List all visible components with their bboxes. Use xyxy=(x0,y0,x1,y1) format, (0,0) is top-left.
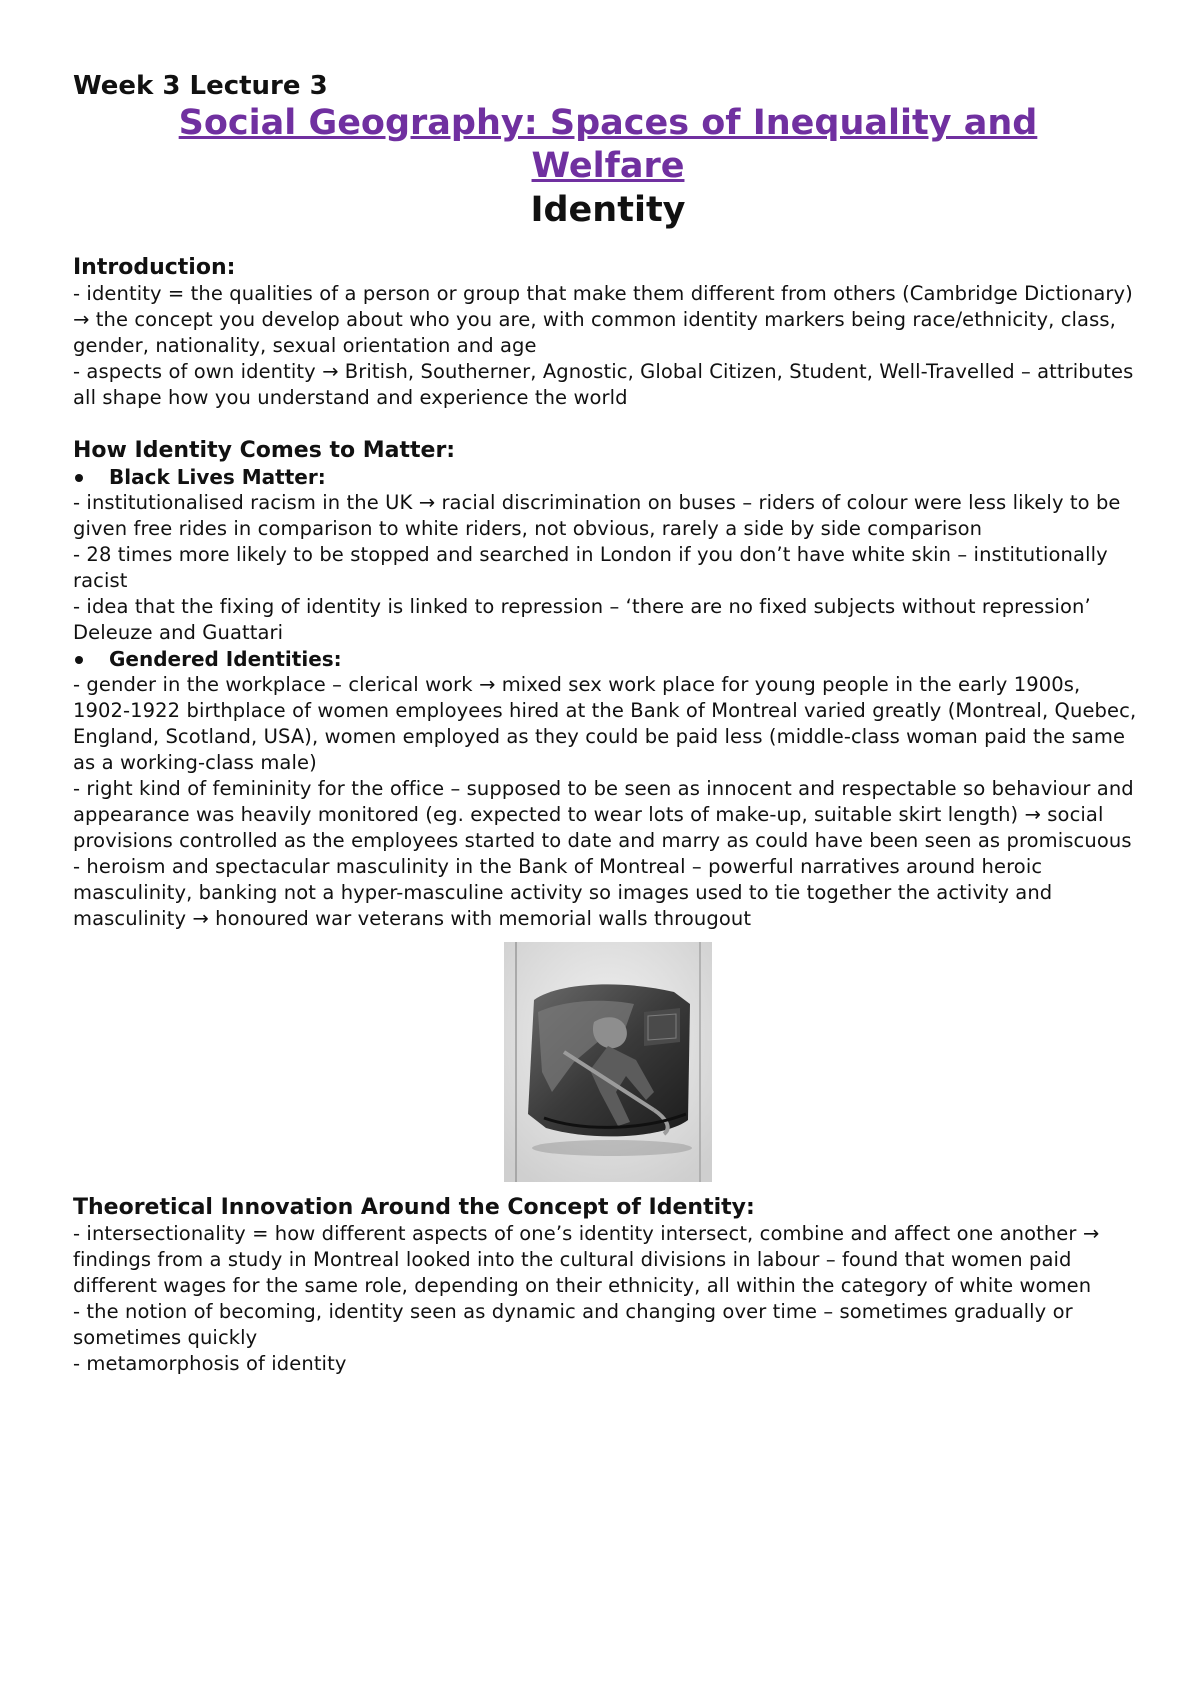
introduction-line: - aspects of own identity → British, Southerner, Agnostic, Global Citizen, Student, Well-Travelled – attributes all shape how you understand and experience the world xyxy=(73,360,1134,409)
gendered-line: - gender in the workplace – clerical work → mixed sex work place for young people in the early 1900s, 1902-1922 birthplace of women employees hired at the Bank of Montreal varied greatly (Montreal, Quebec, England, Scotland, USA), women employed as they could be paid less (middle-class woman paid the same as a working-class male) xyxy=(73,673,1137,774)
theory-line: - intersectionality = how different aspects of one’s identity intersect, combine and affect one another → findings from a study in Montreal looked into the cultural divisions in labour – found that women paid different wages for the same role, depending on their ethnicity, all within the category of white women xyxy=(73,1222,1100,1297)
bullet-gendered-identities xyxy=(73,646,1143,672)
document-title: Social Geography: Spaces of Inequality and Welfare xyxy=(178,103,1038,186)
bullet-dot-icon xyxy=(75,656,83,664)
bullet-label: Black Lives Matter: xyxy=(109,465,326,489)
theory-section xyxy=(73,1194,1143,1377)
identity-matter-section xyxy=(73,437,1143,932)
blm-line: - idea that the fixing of identity is linked to repression – ‘there are no fixed subjects without repression’ Deleuze and Guattari xyxy=(73,595,1091,644)
memorial-relief-image xyxy=(504,942,712,1182)
document-subtitle: Identity xyxy=(530,190,686,230)
lecture-label: Week 3 Lecture 3 xyxy=(73,71,328,101)
gendered-line: - right kind of femininity for the office – supposed to be seen as innocent and respectable so behaviour and appearance was heavily monitored (eg. expected to wear lots of make-up, suitable skirt length) → social provisions controlled as the employees started to date and marry as could have been seen as promiscuous xyxy=(73,777,1134,852)
theory-heading: Theoretical Innovation Around the Concept of Identity: xyxy=(73,1195,755,1220)
introduction-section xyxy=(73,254,1143,411)
theory-line: - metamorphosis of identity xyxy=(73,1352,347,1375)
identity-matter-heading: How Identity Comes to Matter: xyxy=(73,438,456,463)
introduction-line: - identity = the qualities of a person or group that make them different from others (Cambridge Dictionary) → the concept you develop about who you are, with common identity markers being race/ethnicity, class, gender, nationality, sexual orientation and age xyxy=(73,282,1133,357)
bullet-label: Gendered Identities: xyxy=(109,647,342,671)
bullet-dot-icon xyxy=(75,474,83,482)
document-page xyxy=(73,70,1143,1377)
gendered-line: - heroism and spectacular masculinity in the Bank of Montreal – powerful narratives around heroic masculinity, banking not a hyper-masculine activity so images used to tie together the activity and masculinity → honoured war veterans with memorial walls througout xyxy=(73,855,1053,930)
blm-line: - 28 times more likely to be stopped and searched in London if you don’t have white skin – institutionally racist xyxy=(73,543,1108,592)
theory-line: - the notion of becoming, identity seen as dynamic and changing over time – sometimes gradually or sometimes quickly xyxy=(73,1300,1073,1349)
bullet-black-lives-matter xyxy=(73,464,1143,490)
introduction-heading: Introduction: xyxy=(73,255,236,280)
blm-line: - institutionalised racism in the UK → racial discrimination on buses – riders of colour were less likely to be given free rides in comparison to white riders, not obvious, rarely a side by side comparison xyxy=(73,491,1121,540)
